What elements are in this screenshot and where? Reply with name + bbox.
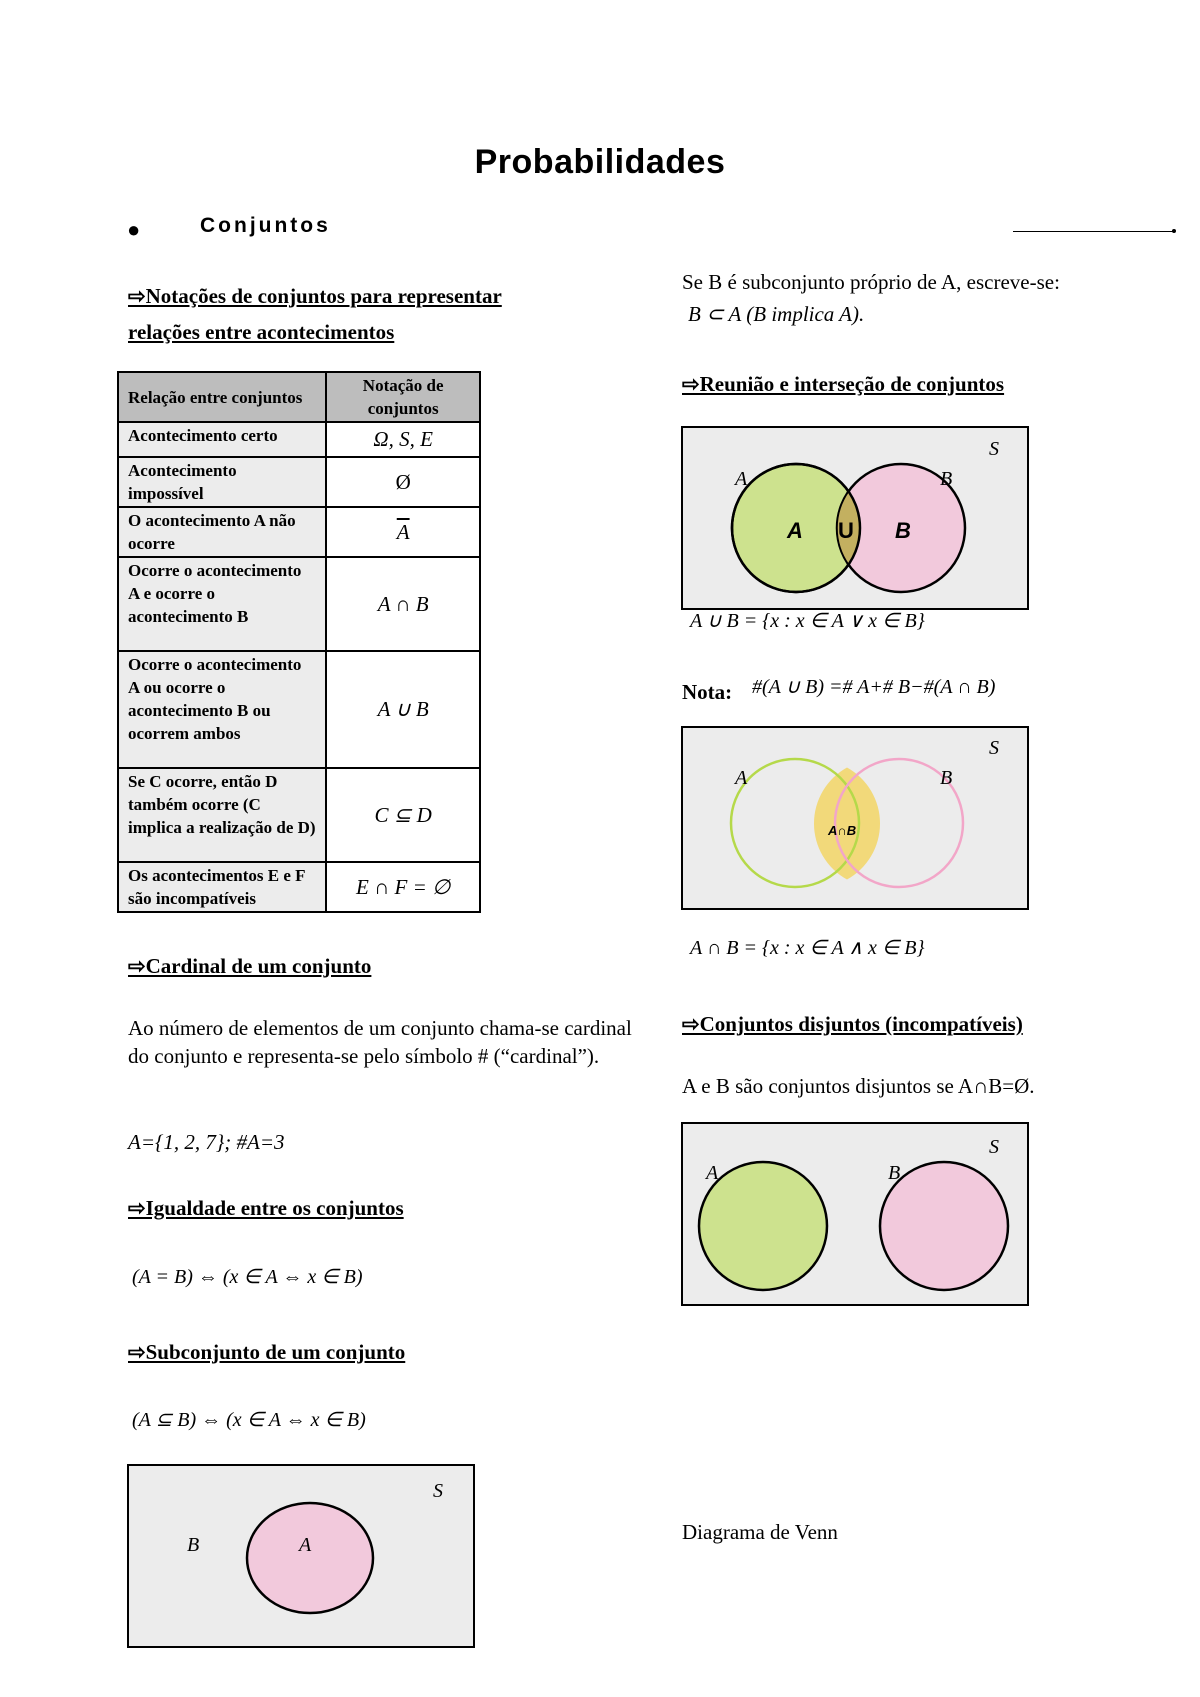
set-b-label: B <box>940 767 953 789</box>
table-row <box>118 768 480 862</box>
table-cell: A ∪ B <box>326 651 480 768</box>
page-title: Probabilidades <box>474 143 726 181</box>
equality-heading: ⇨Igualdade entre os conjuntos <box>128 1196 404 1220</box>
intersection-formula: A ∩ B = {x : x ∈ A ∧ x ∈ B} <box>690 937 925 959</box>
nota-label: Nota: <box>682 680 733 704</box>
cardinal-heading: ⇨Cardinal de um conjunto <box>128 954 372 978</box>
table-row <box>118 557 480 651</box>
disjoint-venn-diagram <box>681 1122 1031 1308</box>
universe-label: S <box>989 737 999 759</box>
set-b-label: B <box>940 468 953 490</box>
relations-table <box>117 371 481 913</box>
inner-b-label: B <box>895 518 911 543</box>
inner-a-label: A <box>787 518 803 543</box>
subset-formula: (A ⊆ B) ⇔ (x ∈ A ⇔ x ∈ B) <box>132 1409 366 1431</box>
notations-heading-2: relações entre acontecimentos <box>128 320 395 344</box>
disjoint-heading: ⇨Conjuntos disjuntos (incompatíveis) <box>682 1012 1023 1036</box>
inner-u-label: U <box>838 518 854 543</box>
divider-line <box>1013 231 1173 232</box>
nota-formula: #(A ∪ B) =# A+# B−#(A ∩ B) <box>752 676 996 698</box>
disjoint-text: A e B são conjuntos disjuntos se A∩B=Ø. <box>682 1074 1035 1098</box>
union-venn-diagram <box>681 426 1031 612</box>
set-b-label: B <box>888 1162 901 1184</box>
table-row <box>118 457 480 507</box>
table-cell: Acontecimento certo <box>118 422 326 457</box>
bullet-icon: ● <box>127 217 141 242</box>
table-cell: Ocorre o acontecimento A ou ocorre o acontecimento B ou ocorrem ambos <box>118 651 326 768</box>
table-row <box>118 422 480 457</box>
table-cell: E ∩ F = ∅ <box>326 862 480 912</box>
universe-label: S <box>989 1136 999 1158</box>
table-row <box>118 862 480 912</box>
set-a-label: A <box>706 1162 719 1184</box>
intersection-label: A∩B <box>828 823 857 838</box>
set-b-label: B <box>187 1534 200 1556</box>
cardinal-text: Ao número de elementos de um conjunto chama-se cardinal do conjunto e representa-se pelo símbolo # (“cardinal”). <box>128 1016 632 1068</box>
universe-label: S <box>989 438 999 460</box>
table-cell: Os acontecimentos E e F são incompatíveis <box>118 862 326 912</box>
table-cell: Ocorre o acontecimento A e ocorre o acontecimento B <box>118 557 326 651</box>
union-formula: A ∪ B = {x : x ∈ A ∨ x ∈ B} <box>690 610 925 632</box>
subset-venn-diagram <box>127 1464 477 1650</box>
proper-subset-text: Se B é subconjunto próprio de A, escreve-se: <box>682 270 1060 294</box>
table-header: Notação de conjuntos <box>326 372 480 422</box>
cardinal-example: A={1, 2, 7}; #A=3 <box>128 1130 285 1154</box>
table-cell: Ø <box>326 457 480 507</box>
equality-formula: (A = B) ⇔ (x ∈ A ⇔ x ∈ B) <box>132 1266 363 1288</box>
table-cell: A ∩ B <box>326 557 480 651</box>
set-a-label: A <box>735 767 748 789</box>
table-header: Relação entre conjuntos <box>118 372 326 422</box>
table-cell: O acontecimento A não ocorre <box>118 507 326 557</box>
subset-heading: ⇨Subconjunto de um conjunto <box>128 1340 406 1364</box>
table-row <box>118 507 480 557</box>
table-cell: Ω, S, E <box>326 422 480 457</box>
table-cell: Acontecimento impossível <box>118 457 326 507</box>
table-header-row <box>118 372 480 422</box>
table-cell: Se C ocorre, então D também ocorre (C implica a realização de D) <box>118 768 326 862</box>
table-row <box>118 651 480 768</box>
set-a-label: A <box>735 468 748 490</box>
intersection-venn-diagram <box>681 726 1031 912</box>
set-a-label: A <box>299 1534 312 1556</box>
notations-heading-1: ⇨Notações de conjuntos para representar <box>128 284 502 308</box>
set-a-circle <box>247 1503 373 1613</box>
union-heading: ⇨Reunião e interseção de conjuntos <box>682 372 1005 396</box>
proper-subset-formula: B ⊂ A (B implica A). <box>688 302 865 326</box>
venn-caption: Diagrama de Venn <box>682 1520 838 1544</box>
table-cell: $\overline{A}$ <box>326 507 480 557</box>
table-cell: C ⊆ D <box>326 768 480 862</box>
universe-label: S <box>433 1480 443 1502</box>
section-label: Conjuntos <box>200 214 331 237</box>
